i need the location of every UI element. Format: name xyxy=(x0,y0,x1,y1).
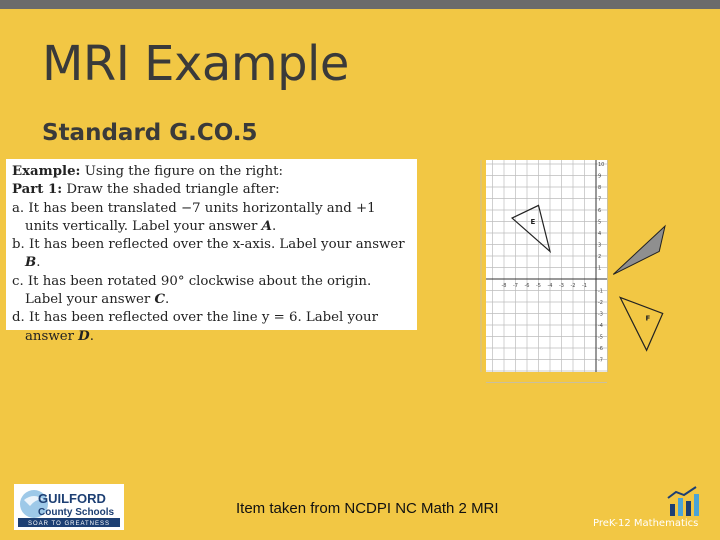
item-label: B xyxy=(25,255,37,271)
source-note: Item taken from NCDPI NC Math 2 MRI xyxy=(236,500,499,517)
coordinate-graph xyxy=(486,160,651,372)
problem-item-d: d. It has been reflected over the line y = 6. Label your answer D. xyxy=(12,310,378,344)
item-label: A xyxy=(261,218,272,234)
logo-line-3: SOAR TO GREATNESS xyxy=(27,521,111,527)
item-text: It has been translated −7 units horizontally and +1 units vertically. Label your answer xyxy=(25,200,376,234)
slide-subtitle: Standard G.CO.5 xyxy=(42,120,258,146)
y-tick-label: 7 xyxy=(598,196,602,203)
problem-item-b: b. It has been reflected over the x-axis. Label your answer B. xyxy=(12,237,405,271)
shaded-triangle xyxy=(613,226,665,274)
problem-item-a: a. It has been translated −7 units horizontally and +1 units vertically. Label your answer A. xyxy=(12,200,376,234)
triangle-e-label: E xyxy=(530,217,536,226)
logo-line-1: GUILFORD xyxy=(38,491,106,506)
y-tick-label: -4 xyxy=(598,323,603,329)
x-tick-label: -3 xyxy=(559,283,564,289)
coordinate-grid xyxy=(486,160,651,372)
y-tick-label: 8 xyxy=(598,185,602,191)
logo-line-2: County Schools xyxy=(38,507,115,518)
x-tick-label: -5 xyxy=(536,283,541,289)
y-tick-label: -5 xyxy=(598,334,603,341)
y-tick-label: 4 xyxy=(598,231,602,237)
problem-item-c: c. It has been rotated 90° clockwise about the origin. Label your answer C. xyxy=(12,273,372,308)
triangle-f xyxy=(620,297,663,350)
triangle-f-label: F xyxy=(645,314,651,323)
problem-heading-bold: Example: xyxy=(12,164,81,179)
y-tick-label: 3 xyxy=(598,242,602,249)
x-tick-label: -4 xyxy=(547,283,553,289)
problem-box xyxy=(6,159,417,344)
district-logo xyxy=(14,484,124,530)
x-tick-label: -8 xyxy=(501,283,507,289)
item-label: D xyxy=(78,328,90,344)
y-tick-label: 2 xyxy=(598,254,602,260)
y-tick-label: -2 xyxy=(598,300,603,306)
problem-part-rest: Draw the shaded triangle after: xyxy=(62,182,280,198)
brand-text: PreK-12 Mathematics xyxy=(593,518,699,529)
item-marker: b. xyxy=(12,237,25,253)
item-label: C xyxy=(154,292,166,308)
y-tick-label: -1 xyxy=(598,288,603,295)
y-tick-label: -3 xyxy=(598,311,603,318)
problem-heading-rest: Using the figure on the right: xyxy=(80,164,283,179)
y-tick-label: 9 xyxy=(598,173,602,180)
x-tick-label: -2 xyxy=(570,283,576,289)
problem-part xyxy=(12,181,411,199)
bar-chart-icon xyxy=(666,486,700,516)
x-tick-label: -1 xyxy=(582,283,587,289)
item-text: It has been reflected over the x-axis. Label your answer xyxy=(28,237,405,253)
item-marker: a. xyxy=(12,200,25,216)
y-tick-label: 10 xyxy=(598,162,605,168)
y-tick-label: -7 xyxy=(598,357,603,364)
item-text: It has been rotated 90° clockwise about the origin. Label your answer xyxy=(25,273,372,308)
problem-part-bold: Part 1: xyxy=(12,182,63,198)
y-tick-label: 5 xyxy=(598,219,602,226)
y-tick-label: -6 xyxy=(598,346,603,352)
y-tick-label: 1 xyxy=(598,265,602,272)
y-tick-label: 6 xyxy=(598,208,602,214)
problem-heading xyxy=(12,163,411,181)
item-marker: c. xyxy=(12,273,24,289)
x-tick-label: -6 xyxy=(524,283,530,289)
item-marker: d. xyxy=(12,310,25,326)
x-tick-label: -7 xyxy=(513,283,518,289)
slide-title: MRI Example xyxy=(42,36,349,92)
top-bar xyxy=(0,0,720,9)
item-text: It has been reflected over the line y = 6. Label your answer xyxy=(25,310,378,344)
